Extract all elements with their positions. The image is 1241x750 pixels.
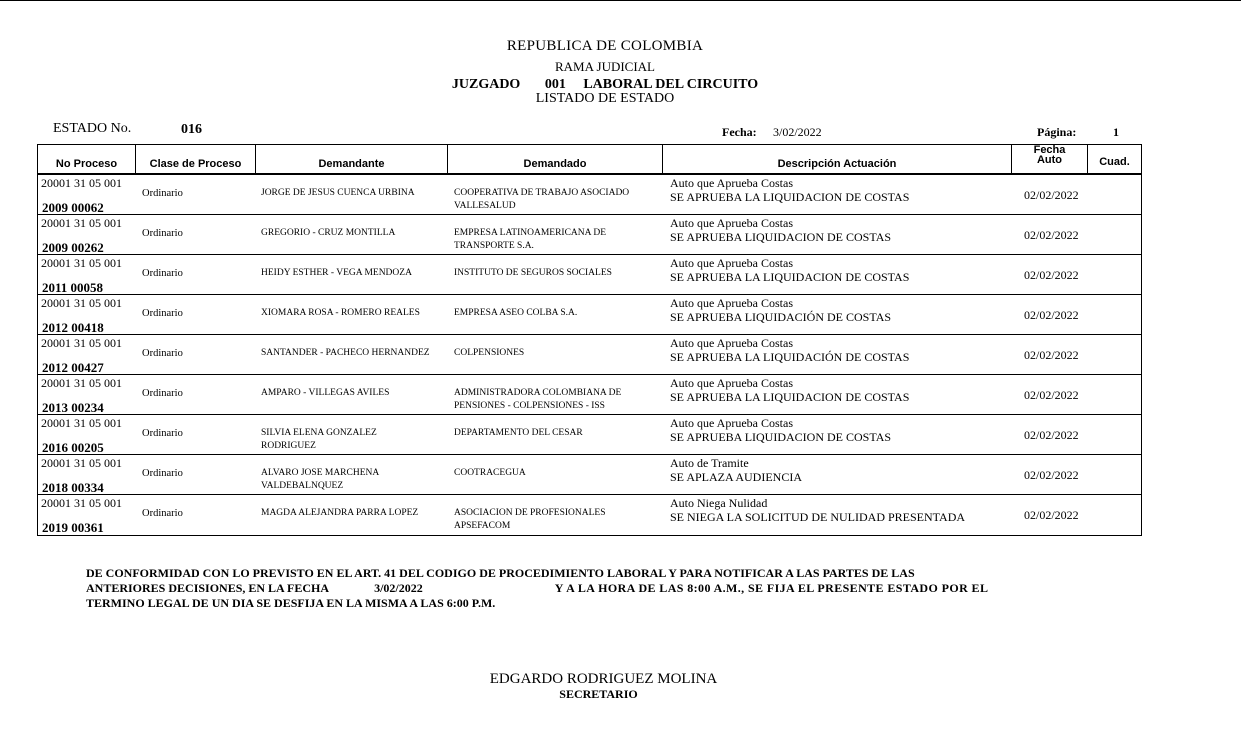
notice-line-3: TERMINO LEGAL DE UN DIA SE DESFIJA EN LA MISMA A LAS 6:00 P.M. [86, 596, 496, 610]
col-header-demandado: Demandado [447, 145, 662, 173]
table-row [38, 295, 1141, 335]
proceso-code: 20001 31 05 001 [41, 336, 122, 350]
actuacion-type: Auto que Aprueba Costas [670, 376, 793, 390]
table-row [38, 215, 1141, 255]
table-row [38, 335, 1141, 375]
actuacion-description: SE APRUEBA LA LIQUIDACIÓN DE COSTAS [670, 350, 910, 364]
pagina-label: Página: [1037, 125, 1077, 139]
demandante: GREGORIO - CRUZ MONTILLA [261, 228, 396, 238]
clase-proceso: Ordinario [142, 428, 183, 439]
table-body [38, 175, 1141, 535]
table-row [38, 175, 1141, 215]
demandante: AMPARO - VILLEGAS AVILES [261, 388, 390, 398]
proceso-code: 20001 31 05 001 [41, 456, 122, 470]
notice-line-2a: ANTERIORES DECISIONES, EN LA FECHA [86, 581, 330, 595]
table-header [38, 145, 1141, 175]
col-header-clase: Clase de Proceso [135, 145, 255, 173]
header-country: REPUBLICA DE COLOMBIA [506, 38, 704, 54]
clase-proceso: Ordinario [142, 308, 183, 319]
fecha-auto: 02/02/2022 [1024, 388, 1079, 402]
signatory-title: SECRETARIO [559, 687, 638, 701]
demandado: ASOCIACION DE PROFESIONALES APSEFACOM [454, 508, 606, 531]
clase-proceso: Ordinario [142, 228, 183, 239]
demandado: ADMINISTRADORA COLOMBIANA DE PENSIONES - COLPENSIONES - ISS [454, 388, 622, 411]
actuacion-type: Auto de Tramite [670, 456, 749, 470]
top-border-line [0, 0, 1241, 1]
proceso-code: 20001 31 05 001 [41, 216, 122, 230]
fecha-auto: 02/02/2022 [1024, 308, 1079, 322]
table-row [38, 495, 1141, 535]
actuacion-type: Auto que Aprueba Costas [670, 336, 793, 350]
notice-line-2c: Y A LA HORA DE LAS 8:00 A.M., SE FIJA EL PRESENTE ESTADO POR EL [554, 581, 989, 595]
header-list-title: LISTADO DE ESTADO [535, 91, 675, 106]
signatory-name: EDGARDO RODRIGUEZ MOLINA [489, 671, 718, 687]
demandado: COLPENSIONES [454, 348, 525, 358]
demandante: SANTANDER - PACHECO HERNANDEZ [261, 348, 430, 358]
actuacion-description: SE APRUEBA LIQUIDACION DE COSTAS [670, 430, 892, 444]
demandante: SILVIA ELENA GONZALEZ RODRIGUEZ [261, 428, 377, 451]
col-header-no-proceso: No Proceso [55, 158, 118, 170]
demandante: JORGE DE JESUS CUENCA URBINA [261, 188, 415, 198]
demandante: MAGDA ALEJANDRA PARRA LOPEZ [261, 508, 419, 518]
table-row [38, 415, 1141, 455]
clase-proceso: Ordinario [142, 508, 183, 519]
notice-date: 3/02/2022 [374, 581, 423, 595]
fecha-value: 3/02/2022 [773, 125, 822, 139]
demandante: HEIDY ESTHER - VEGA MENDOZA [261, 268, 412, 278]
fecha-auto: 02/02/2022 [1024, 508, 1079, 522]
table-row [38, 375, 1141, 415]
proceso-code: 20001 31 05 001 [41, 376, 122, 390]
proceso-code: 20001 31 05 001 [41, 416, 122, 430]
proceso-code: 20001 31 05 001 [41, 496, 122, 510]
demandado: EMPRESA LATINOAMERICANA DE TRANSPORTE S.A. [454, 228, 607, 251]
col-header-descripcion: Descripción Actuación [662, 145, 1011, 173]
actuacion-type: Auto Niega Nulidad [670, 496, 768, 510]
proceso-number: 2019 00361 [42, 520, 104, 535]
table-row [38, 455, 1141, 495]
actuacion-type: Auto que Aprueba Costas [670, 416, 793, 430]
demandante: XIOMARA ROSA - ROMERO REALES [261, 308, 420, 318]
proceso-number: 2009 00062 [42, 200, 104, 215]
clase-proceso: Ordinario [142, 388, 183, 399]
demandado: EMPRESA ASEO COLBA S.A. [454, 308, 578, 318]
demandado: DEPARTAMENTO DEL CESAR [454, 428, 583, 438]
actuacion-type: Auto que Aprueba Costas [670, 256, 793, 270]
pagina-value: 1 [1113, 125, 1119, 139]
estado-label: ESTADO No. [53, 121, 132, 136]
table-row [38, 255, 1141, 295]
actuacion-description: SE APRUEBA LA LIQUIDACION DE COSTAS [670, 190, 910, 204]
proceso-number: 2011 00058 [42, 280, 104, 295]
col-header-fecha-auto: Fecha Auto [1011, 145, 1087, 173]
header-branch: RAMA JUDICIAL [554, 59, 656, 74]
notice-text [86, 566, 988, 611]
fecha-auto: 02/02/2022 [1024, 348, 1079, 362]
proceso-code: 20001 31 05 001 [41, 176, 122, 190]
clase-proceso: Ordinario [142, 348, 183, 359]
fecha-auto: 02/02/2022 [1024, 268, 1079, 282]
proceso-number: 2012 00418 [42, 320, 104, 335]
actuacion-description: SE APRUEBA LA LIQUIDACION DE COSTAS [670, 270, 910, 284]
notice-line-1: DE CONFORMIDAD CON LO PREVISTO EN EL ART. 41 DEL CODIGO DE PROCEDIMIENTO LABORAL Y PARA NOTIFICAR A LAS PARTES DE LAS [86, 566, 915, 580]
demandado: COOPERATIVA DE TRABAJO ASOCIADO VALLESALUD [454, 188, 630, 211]
proceso-number: 2016 00205 [42, 440, 104, 455]
proceso-number: 2009 00262 [42, 240, 104, 255]
fecha-auto: 02/02/2022 [1024, 188, 1079, 202]
proceso-number: 2012 00427 [42, 360, 104, 375]
clase-proceso: Ordinario [142, 468, 183, 479]
demandante: ALVARO JOSE MARCHENA VALDEBALNQUEZ [261, 468, 379, 491]
notice-line-2 [86, 581, 988, 596]
court-number: 001 [544, 77, 566, 92]
court-label: JUZGADO [451, 77, 521, 92]
fecha-auto: 02/02/2022 [1024, 428, 1079, 442]
demandado: INSTITUTO DE SEGUROS SOCIALES [454, 268, 612, 278]
actuacion-type: Auto que Aprueba Costas [670, 216, 793, 230]
proceso-number: 2013 00234 [42, 400, 104, 415]
fecha-auto: 02/02/2022 [1024, 228, 1079, 242]
col-header-cuad: Cuad. [1087, 145, 1141, 173]
demandado: COOTRACEGUA [454, 468, 526, 478]
estado-number: 016 [181, 122, 202, 137]
actuacion-description: SE APRUEBA LIQUIDACIÓN DE COSTAS [670, 310, 892, 324]
actuacion-type: Auto que Aprueba Costas [670, 296, 793, 310]
col-header-demandante: Demandante [255, 145, 447, 173]
actuacion-type: Auto que Aprueba Costas [670, 176, 793, 190]
fecha-label: Fecha: [722, 125, 757, 139]
fecha-auto: 02/02/2022 [1024, 468, 1079, 482]
proceso-number: 2018 00334 [42, 480, 104, 495]
actuacion-description: SE APLAZA AUDIENCIA [670, 470, 803, 484]
clase-proceso: Ordinario [142, 188, 183, 199]
court-name: LABORAL DEL CIRCUITO [583, 77, 759, 92]
proceso-code: 20001 31 05 001 [41, 296, 122, 310]
proceso-code: 20001 31 05 001 [41, 256, 122, 270]
actuacion-description: SE APRUEBA LIQUIDACION DE COSTAS [670, 230, 892, 244]
clase-proceso: Ordinario [142, 268, 183, 279]
actuacion-description: SE NIEGA LA SOLICITUD DE NULIDAD PRESENTADA [670, 510, 966, 524]
actuacion-description: SE APRUEBA LA LIQUIDACION DE COSTAS [670, 390, 910, 404]
estado-table [37, 144, 1142, 536]
